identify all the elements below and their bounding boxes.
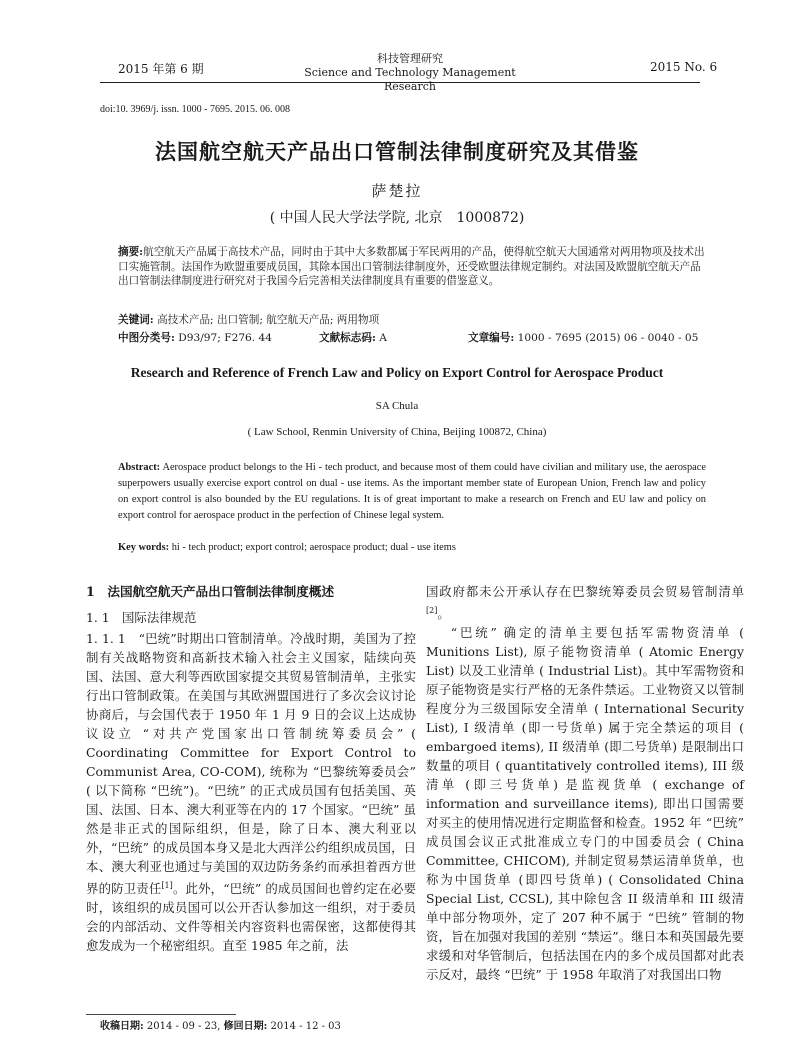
paper-title-cn: 法国航空航天产品出口管制法律制度研究及其借鉴 [155, 139, 639, 164]
paragraph-text: 冷战时期，美国为了控制有关战略物资和高新技术输入社会主义国家，陆续向英国、法国、意大利等西欧国家提交其贸易管制清单，主张实行出口管制政策。在美国与其欧洲盟国进行了多次会议讨论协商后，与会国代表于 1950 年 1 月 9 日的会议上达成协议设立 “对共产党国家出口管制统筹委员会” ( Coordinating Committee for Export Control to Communist Area, CO-COM), 统称为 “巴黎统筹委员会” ( 以下简称 “巴统”)。“巴统” 的正式成员国有包括美国、英国、法国、日本、澳大利亚等在内的 17 个国家。“巴统” 虽然是非正式的国际组织，但是，除了日本、澳大利亚以外，“巴统” 的成员国本身又是北大西洋公约组织成员国，日本、澳大利亚也通过与美国的双边防务条约而承担着西方世界的防卫责任 [86, 631, 417, 897]
subsection-heading-1-1: 1. 1 国际法律规范 [86, 610, 197, 625]
document-code-value: A [379, 332, 387, 344]
keywords-cn-label: 关键词: [118, 314, 154, 326]
keywords-cn [118, 312, 706, 327]
abstract-en-text: Aerospace product belongs to the Hi - tech product, and because most of them could have civilian and military use, the aerospace superpowers usually exercise export control on dual - use items. As the important member state of European Union, French law and policy on export control is also bounded by the EU regulations. It is of great important to make a research on French and EU law and policy on export control for aerospace product in the perfection of Chinese legal system. [118, 462, 706, 521]
body-paragraph [86, 629, 416, 955]
subsubsection-lead: 1. 1. 1 “巴统”时期出口管制清单。 [86, 631, 291, 646]
keywords-en-label: Key words: [118, 542, 170, 553]
article-number-value: 1000 - 7695 (2015) 06 - 0040 - 05 [517, 332, 699, 344]
article-number [468, 330, 698, 345]
footnote-dates [100, 1017, 341, 1032]
header-rule [100, 82, 700, 83]
revised-label: 修回日期: [223, 1021, 268, 1032]
body-column-left [86, 582, 416, 955]
abstract-cn-text: 航空航天产品属于高技术产品，同时由于其中大多数都属于军民两用的产品，使得航空航天大国通常对两用物项及技术出口实施管制。法国作为欧盟重要成员国，其除本国出口管制法律制度外，还受欧盟法律规定制约。对法国及欧盟航空航天产品出口管制法律制度进行研究对于我国今后完善相关法律制度具有重要的借鉴意义。 [118, 246, 705, 287]
affiliation-cn: ( 中国人民大学法学院, 北京 1000872) [269, 210, 525, 226]
citation-ref: [2] [426, 606, 438, 615]
received-label: 收稿日期: [100, 1021, 144, 1032]
abstract-en-label: Abstract: [118, 462, 161, 473]
revised-date: 2014 - 12 - 03 [270, 1021, 341, 1032]
journal-name-en: Science and Technology Management Research [304, 66, 516, 93]
footnote-rule [86, 1014, 236, 1015]
journal-name-cn: 科技管理研究 [377, 52, 443, 65]
abstract-cn-label: 摘要: [118, 246, 144, 258]
classification-value: D93/97; F276. 44 [178, 332, 273, 344]
author-en: SA Chula [375, 400, 419, 412]
body-paragraph [426, 582, 744, 623]
keywords-cn-text: 高技术产品; 出口管制; 航空航天产品; 两用物项 [157, 314, 380, 326]
journal-name [280, 52, 540, 94]
affiliation-en: ( Law School, Renmin University of China, Beijing 100872, China) [247, 426, 547, 438]
classification-label: 中图分类号: [118, 332, 175, 344]
body-paragraph: “巴统” 确定的清单主要包括军需物资清单 ( Munitions List), 原子能物资清单 ( Atomic Energy List) 以及工业清单 ( Industrial List)。其中军需物资和原子能物资是实行严格的无条件禁运。工业物资又以管制程度分为三级国际安全清单 ( International Security List), I 级清单 (即一号货单) 属于完全禁运的项目 ( embargoed items), II 级清单 (即二号货单) 是限制出口数量的项目 ( quantitatively controlled items), III 级清单 (即三号货单) 是监视货单 ( exchange of information and surveillance items), 即出口国需要对买主的使用情况进行定期监督和检查。1952 年 “巴统” 成员国会议正式批准成立专门的中国委员会 ( China Committee, CHICOM), 并制定贸易禁运清单货单，也称为中国货单 (即四号货单) ( Consolidated China Special List, CCSL), 其中除包含 II 级清单和 III 级清单中部分物项外，定了 207 种不属于 “巴统” 管制的物资，旨在加强对我国的差别 “禁运”。继日本和英国最先要求缓和对华管制后，包括法国在内的多个成员国都对此表示反对，最终 “巴统” 于 1958 年取消了对我国出口物 [426, 625, 744, 983]
journal-issue-right: 2015 No. 6 [650, 60, 718, 74]
received-date: 2014 - 09 - 23, [146, 1021, 221, 1032]
document-code-label: 文献标志码: [319, 332, 376, 344]
article-number-label: 文章编号: [468, 332, 515, 344]
document-code [319, 330, 387, 345]
section-heading-1: 1 法国航空航天产品出口管制法律制度概述 [86, 584, 335, 599]
keywords-en-text: hi - tech product; export control; aerospace product; dual - use items [171, 542, 456, 553]
journal-issue-left: 2015 年第 6 期 [118, 62, 204, 76]
doi: doi:10. 3969/j. issn. 1000 - 7695. 2015. 06. 008 [100, 104, 291, 115]
body-column-right [426, 582, 744, 984]
abstract-en [118, 460, 706, 524]
author-cn: 萨楚拉 [371, 182, 423, 200]
classification-number [118, 330, 272, 345]
paragraph-text: 国政府都未公开承认存在巴黎统筹委员会贸易管制清单 [426, 584, 744, 599]
keywords-en [118, 542, 706, 553]
paper-title-en: Research and Reference of French Law and Policy on Export Control for Aerospace Product [130, 365, 664, 380]
citation-ref: [1] [161, 881, 173, 890]
paragraph-text-tail: 。此外，“巴统” 的成员国间也曾约定在必要时，该组织的成员国可以公开否认参加这一组织，对于委员会的内部活动、文件等相关内容资料也需保密，这都使得其愈发成为一个秘密组织。直至 1985 年之前，法 [86, 881, 416, 954]
paragraph-text-tail: 。 [437, 606, 450, 622]
abstract-cn [118, 245, 706, 289]
